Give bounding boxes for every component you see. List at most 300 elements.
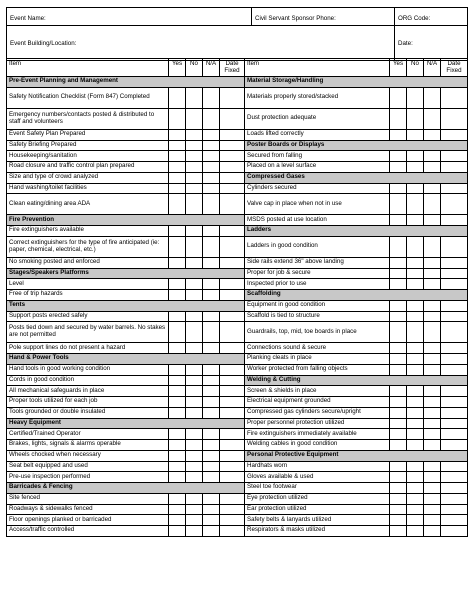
table-row: [7, 311, 468, 322]
right-item-label: Gloves available & used: [245, 472, 390, 483]
left-date-fixed-checkbox[interactable]: [220, 493, 245, 504]
left-yes-checkbox[interactable]: [169, 343, 186, 354]
left-yes-checkbox[interactable]: [169, 194, 186, 215]
left-no-checkbox[interactable]: [186, 461, 203, 472]
left-na-checkbox[interactable]: [203, 129, 220, 140]
right-yes-checkbox[interactable]: [390, 194, 407, 215]
right-item-label: Secured from falling: [245, 151, 390, 162]
left-yes-checkbox[interactable]: [169, 429, 186, 440]
left-yes-checkbox[interactable]: [169, 162, 186, 173]
right-na-checkbox[interactable]: [424, 504, 441, 515]
right-date-fixed-checkbox[interactable]: [441, 472, 468, 483]
left-date-fixed-checkbox[interactable]: [220, 322, 245, 343]
left-na-checkbox[interactable]: [203, 194, 220, 215]
right-no-checkbox[interactable]: [407, 194, 424, 215]
right-yes-checkbox[interactable]: [390, 364, 407, 375]
left-no-checkbox[interactable]: [186, 504, 203, 515]
right-date-fixed-checkbox[interactable]: [441, 418, 468, 429]
left-date-fixed-checkbox[interactable]: [220, 504, 245, 515]
right-no-checkbox[interactable]: [407, 472, 424, 483]
right-na-checkbox[interactable]: [424, 483, 441, 494]
table-row: [7, 194, 468, 215]
left-yes-checkbox[interactable]: [169, 364, 186, 375]
left-na-checkbox[interactable]: [203, 526, 220, 537]
left-no-checkbox[interactable]: [186, 386, 203, 397]
right-date-fixed-checkbox[interactable]: [441, 407, 468, 418]
right-date-fixed-checkbox[interactable]: [441, 515, 468, 526]
left-yes-checkbox[interactable]: [169, 151, 186, 162]
right-date-fixed-checkbox[interactable]: [441, 257, 468, 268]
right-na-checkbox[interactable]: [424, 354, 441, 365]
right-na-checkbox[interactable]: [424, 151, 441, 162]
left-yes-checkbox[interactable]: [169, 140, 186, 151]
right-yes-checkbox[interactable]: [390, 215, 407, 226]
left-na-checkbox[interactable]: [203, 87, 220, 108]
left-date-fixed-checkbox[interactable]: [220, 461, 245, 472]
right-na-checkbox[interactable]: [424, 407, 441, 418]
right-yes-checkbox[interactable]: [390, 429, 407, 440]
right-date-fixed-checkbox[interactable]: [441, 504, 468, 515]
right-yes-checkbox[interactable]: [390, 151, 407, 162]
left-no-checkbox[interactable]: [186, 183, 203, 194]
right-date-fixed-checkbox[interactable]: [441, 493, 468, 504]
left-yes-checkbox[interactable]: [169, 87, 186, 108]
right-yes-checkbox[interactable]: [390, 236, 407, 257]
left-date-fixed-checkbox[interactable]: [220, 364, 245, 375]
right-date-fixed-checkbox[interactable]: [441, 108, 468, 129]
right-date-fixed-checkbox[interactable]: [441, 483, 468, 494]
left-item-label: Access/traffic controlled: [7, 526, 169, 537]
right-yes-checkbox[interactable]: [390, 386, 407, 397]
left-no-checkbox[interactable]: [186, 87, 203, 108]
table-row: [7, 440, 468, 451]
right-yes-checkbox[interactable]: [390, 440, 407, 451]
right-na-checkbox[interactable]: [424, 343, 441, 354]
left-na-checkbox[interactable]: [203, 311, 220, 322]
left-item-label: Cords in good condition: [7, 375, 169, 386]
right-yes-checkbox[interactable]: [390, 354, 407, 365]
left-na-checkbox[interactable]: [203, 397, 220, 408]
right-yes-checkbox[interactable]: [390, 257, 407, 268]
left-date-fixed-checkbox[interactable]: [220, 279, 245, 290]
left-na-checkbox[interactable]: [203, 257, 220, 268]
left-yes-checkbox[interactable]: [169, 322, 186, 343]
right-na-checkbox[interactable]: [424, 87, 441, 108]
left-yes-checkbox[interactable]: [169, 386, 186, 397]
right-date-fixed-checkbox[interactable]: [441, 300, 468, 311]
left-na-checkbox[interactable]: [203, 172, 220, 183]
right-item-label: Side rails extend 36" above landing: [245, 257, 390, 268]
left-na-checkbox[interactable]: [203, 183, 220, 194]
left-no-checkbox[interactable]: [186, 526, 203, 537]
right-yes-checkbox[interactable]: [390, 397, 407, 408]
left-date-fixed-checkbox[interactable]: [220, 226, 245, 237]
right-yes-checkbox[interactable]: [390, 504, 407, 515]
right-na-checkbox[interactable]: [424, 268, 441, 279]
left-na-checkbox[interactable]: [203, 151, 220, 162]
right-yes-checkbox[interactable]: [390, 268, 407, 279]
right-no-checkbox[interactable]: [407, 343, 424, 354]
table-row: [7, 172, 468, 183]
right-date-fixed-checkbox[interactable]: [441, 183, 468, 194]
right-na-checkbox[interactable]: [424, 311, 441, 322]
table-row: [7, 290, 468, 301]
right-yes-checkbox[interactable]: [390, 493, 407, 504]
left-no-checkbox[interactable]: [186, 450, 203, 461]
left-na-checkbox[interactable]: [203, 108, 220, 129]
right-yes-checkbox[interactable]: [390, 515, 407, 526]
right-na-checkbox[interactable]: [424, 461, 441, 472]
left-no-checkbox[interactable]: [186, 375, 203, 386]
left-no-checkbox[interactable]: [186, 279, 203, 290]
left-yes-checkbox[interactable]: [169, 108, 186, 129]
right-date-fixed-checkbox[interactable]: [441, 236, 468, 257]
left-yes-checkbox[interactable]: [169, 311, 186, 322]
right-yes-checkbox[interactable]: [390, 418, 407, 429]
right-no-checkbox[interactable]: [407, 429, 424, 440]
left-no-checkbox[interactable]: [186, 129, 203, 140]
left-date-fixed-checkbox[interactable]: [220, 429, 245, 440]
left-no-checkbox[interactable]: [186, 194, 203, 215]
right-date-fixed-checkbox[interactable]: [441, 354, 468, 365]
left-item-label: Correct extinguishers for the type of fire anticipated (ie: paper, chemical, electrical, etc.): [7, 236, 169, 257]
right-date-fixed-checkbox[interactable]: [441, 311, 468, 322]
left-item-label: Site fenced: [7, 493, 169, 504]
left-date-fixed-checkbox[interactable]: [220, 526, 245, 537]
right-no-checkbox[interactable]: [407, 397, 424, 408]
right-item-label: Fire extinguishers immediately available: [245, 429, 390, 440]
right-na-checkbox[interactable]: [424, 526, 441, 537]
left-na-checkbox[interactable]: [203, 290, 220, 301]
location-label: Event Building/Location:: [10, 40, 77, 47]
left-date-fixed-checkbox[interactable]: [220, 140, 245, 151]
right-date-fixed-checkbox[interactable]: [441, 440, 468, 451]
right-no-checkbox[interactable]: [407, 493, 424, 504]
left-date-fixed-checkbox[interactable]: [220, 515, 245, 526]
left-no-checkbox[interactable]: [186, 440, 203, 451]
right-na-checkbox[interactable]: [424, 429, 441, 440]
right-no-checkbox[interactable]: [407, 407, 424, 418]
right-item-label: Compressed gas cylinders secure/upright: [245, 407, 390, 418]
table-row: [7, 151, 468, 162]
event-name-field[interactable]: [7, 8, 252, 26]
left-na-checkbox[interactable]: [203, 386, 220, 397]
right-yes-checkbox[interactable]: [390, 311, 407, 322]
event-header-table: [6, 7, 468, 61]
left-na-checkbox[interactable]: [203, 461, 220, 472]
right-yes-checkbox[interactable]: [390, 483, 407, 494]
left-na-checkbox[interactable]: [203, 504, 220, 515]
left-yes-checkbox[interactable]: [169, 257, 186, 268]
left-na-checkbox[interactable]: [203, 472, 220, 483]
left-item-label: Roadways & sidewalks fenced: [7, 504, 169, 515]
right-date-fixed-checkbox[interactable]: [441, 215, 468, 226]
left-na-checkbox[interactable]: [203, 226, 220, 237]
left-no-checkbox[interactable]: [186, 108, 203, 129]
left-na-checkbox[interactable]: [203, 429, 220, 440]
right-date-fixed-checkbox[interactable]: [441, 397, 468, 408]
left-date-fixed-checkbox[interactable]: [220, 183, 245, 194]
left-date-fixed-checkbox[interactable]: [220, 375, 245, 386]
left-na-checkbox[interactable]: [203, 236, 220, 257]
right-yes-checkbox[interactable]: [390, 461, 407, 472]
left-date-fixed-checkbox[interactable]: [220, 311, 245, 322]
right-date-fixed-checkbox[interactable]: [441, 322, 468, 343]
right-na-checkbox[interactable]: [424, 472, 441, 483]
right-no-checkbox[interactable]: [407, 483, 424, 494]
right-na-checkbox[interactable]: [424, 257, 441, 268]
org-code-field[interactable]: [395, 8, 468, 26]
right-date-fixed-checkbox[interactable]: [441, 162, 468, 173]
right-no-checkbox[interactable]: [407, 440, 424, 451]
left-item-label: All mechanical safeguards in place: [7, 386, 169, 397]
left-na-checkbox[interactable]: [203, 279, 220, 290]
right-date-fixed-checkbox[interactable]: [441, 429, 468, 440]
table-row: [7, 215, 468, 226]
left-na-checkbox[interactable]: [203, 450, 220, 461]
right-no-checkbox[interactable]: [407, 151, 424, 162]
table-row: [7, 108, 468, 129]
right-na-checkbox[interactable]: [424, 300, 441, 311]
left-no-checkbox[interactable]: [186, 493, 203, 504]
right-no-checkbox[interactable]: [407, 418, 424, 429]
left-yes-checkbox[interactable]: [169, 450, 186, 461]
right-yes-checkbox[interactable]: [390, 183, 407, 194]
left-date-fixed-checkbox[interactable]: [220, 257, 245, 268]
left-yes-checkbox[interactable]: [169, 183, 186, 194]
right-na-checkbox[interactable]: [424, 279, 441, 290]
right-na-checkbox[interactable]: [424, 440, 441, 451]
right-no-checkbox[interactable]: [407, 515, 424, 526]
right-na-checkbox[interactable]: [424, 129, 441, 140]
left-date-fixed-checkbox[interactable]: [220, 386, 245, 397]
right-date-fixed-checkbox[interactable]: [441, 87, 468, 108]
left-no-checkbox[interactable]: [186, 162, 203, 173]
left-date-fixed-checkbox[interactable]: [220, 407, 245, 418]
table-row: [7, 461, 468, 472]
left-item-label: Wheels chocked when necessary: [7, 450, 169, 461]
table-row: [7, 493, 468, 504]
table-row: [7, 300, 468, 311]
left-na-checkbox[interactable]: [203, 375, 220, 386]
table-row: [7, 407, 468, 418]
left-yes-checkbox[interactable]: [169, 407, 186, 418]
right-no-checkbox[interactable]: [407, 87, 424, 108]
left-na-checkbox[interactable]: [203, 364, 220, 375]
table-row: [7, 386, 468, 397]
right-date-fixed-checkbox[interactable]: [441, 151, 468, 162]
left-no-checkbox[interactable]: [186, 472, 203, 483]
right-yes-checkbox[interactable]: [390, 162, 407, 173]
left-yes-checkbox[interactable]: [169, 461, 186, 472]
right-date-fixed-checkbox[interactable]: [441, 279, 468, 290]
right-na-checkbox[interactable]: [424, 108, 441, 129]
right-na-checkbox[interactable]: [424, 386, 441, 397]
right-na-checkbox[interactable]: [424, 364, 441, 375]
right-na-checkbox[interactable]: [424, 418, 441, 429]
right-no-checkbox[interactable]: [407, 461, 424, 472]
left-no-checkbox[interactable]: [186, 397, 203, 408]
right-no-checkbox[interactable]: [407, 183, 424, 194]
left-na-checkbox[interactable]: [203, 440, 220, 451]
right-na-checkbox[interactable]: [424, 236, 441, 257]
checklist-table: [6, 58, 468, 537]
right-no-checkbox[interactable]: [407, 300, 424, 311]
left-item-label: Brakes, lights, signals & alarms operable: [7, 440, 169, 451]
right-yes-checkbox[interactable]: [390, 407, 407, 418]
left-item-label: Clean eating/dining area ADA: [7, 194, 169, 215]
left-date-fixed-checkbox[interactable]: [220, 290, 245, 301]
left-date-fixed-checkbox[interactable]: [220, 194, 245, 215]
right-no-checkbox[interactable]: [407, 108, 424, 129]
left-na-checkbox[interactable]: [203, 322, 220, 343]
right-no-checkbox[interactable]: [407, 236, 424, 257]
right-na-checkbox[interactable]: [424, 183, 441, 194]
left-yes-checkbox[interactable]: [169, 440, 186, 451]
location-field[interactable]: [7, 26, 395, 61]
left-date-fixed-checkbox[interactable]: [220, 151, 245, 162]
left-no-checkbox[interactable]: [186, 290, 203, 301]
right-item-label: Dust protection adequate: [245, 108, 390, 129]
right-date-fixed-checkbox[interactable]: [441, 129, 468, 140]
right-no-checkbox[interactable]: [407, 268, 424, 279]
left-date-fixed-checkbox[interactable]: [220, 108, 245, 129]
left-no-checkbox[interactable]: [186, 236, 203, 257]
right-na-checkbox[interactable]: [424, 322, 441, 343]
left-na-checkbox[interactable]: [203, 162, 220, 173]
right-no-checkbox[interactable]: [407, 364, 424, 375]
left-section-heading: Heavy Equipment: [7, 418, 245, 429]
right-no-checkbox[interactable]: [407, 162, 424, 173]
right-yes-checkbox[interactable]: [390, 343, 407, 354]
left-yes-checkbox[interactable]: [169, 172, 186, 183]
table-row: [7, 236, 468, 257]
left-na-checkbox[interactable]: [203, 343, 220, 354]
left-date-fixed-checkbox[interactable]: [220, 450, 245, 461]
left-date-fixed-checkbox[interactable]: [220, 172, 245, 183]
left-yes-checkbox[interactable]: [169, 397, 186, 408]
left-yes-checkbox[interactable]: [169, 515, 186, 526]
right-item-label: Hardhats worn: [245, 461, 390, 472]
right-item-label: Ladders in good condition: [245, 236, 390, 257]
left-no-checkbox[interactable]: [186, 429, 203, 440]
left-no-checkbox[interactable]: [186, 151, 203, 162]
right-na-checkbox[interactable]: [424, 194, 441, 215]
right-yes-checkbox[interactable]: [390, 472, 407, 483]
left-no-checkbox[interactable]: [186, 226, 203, 237]
right-date-fixed-checkbox[interactable]: [441, 526, 468, 537]
left-yes-checkbox[interactable]: [169, 472, 186, 483]
left-yes-checkbox[interactable]: [169, 504, 186, 515]
left-na-checkbox[interactable]: [203, 407, 220, 418]
right-na-checkbox[interactable]: [424, 162, 441, 173]
right-date-fixed-checkbox[interactable]: [441, 343, 468, 354]
left-no-checkbox[interactable]: [186, 407, 203, 418]
left-no-checkbox[interactable]: [186, 515, 203, 526]
right-no-checkbox[interactable]: [407, 311, 424, 322]
date-field[interactable]: [395, 26, 468, 61]
left-no-checkbox[interactable]: [186, 311, 203, 322]
left-yes-checkbox[interactable]: [169, 129, 186, 140]
left-yes-checkbox[interactable]: [169, 279, 186, 290]
left-no-checkbox[interactable]: [186, 364, 203, 375]
right-yes-checkbox[interactable]: [390, 526, 407, 537]
right-date-fixed-checkbox[interactable]: [441, 268, 468, 279]
right-no-checkbox[interactable]: [407, 215, 424, 226]
right-no-checkbox[interactable]: [407, 354, 424, 365]
right-no-header: No: [407, 59, 424, 77]
left-yes-checkbox[interactable]: [169, 236, 186, 257]
left-item-label: Certified/Trained Operator: [7, 429, 169, 440]
left-na-checkbox[interactable]: [203, 493, 220, 504]
right-section-heading: Welding & Cutting: [245, 375, 468, 386]
right-item-label: Welding cables in good condition: [245, 440, 390, 451]
sponsor-phone-field[interactable]: [252, 8, 395, 26]
left-yes-checkbox[interactable]: [169, 493, 186, 504]
right-no-checkbox[interactable]: [407, 526, 424, 537]
right-no-checkbox[interactable]: [407, 257, 424, 268]
right-date-fixed-checkbox[interactable]: [441, 364, 468, 375]
right-na-checkbox[interactable]: [424, 493, 441, 504]
right-no-checkbox[interactable]: [407, 386, 424, 397]
right-yes-checkbox[interactable]: [390, 129, 407, 140]
left-no-checkbox[interactable]: [186, 257, 203, 268]
left-no-checkbox[interactable]: [186, 172, 203, 183]
left-yes-checkbox[interactable]: [169, 290, 186, 301]
left-date-fixed-checkbox[interactable]: [220, 472, 245, 483]
right-no-checkbox[interactable]: [407, 322, 424, 343]
right-yes-checkbox[interactable]: [390, 300, 407, 311]
left-no-checkbox[interactable]: [186, 322, 203, 343]
left-na-checkbox[interactable]: [203, 140, 220, 151]
right-section-heading: Compressed Gases: [245, 172, 468, 183]
right-yes-checkbox[interactable]: [390, 322, 407, 343]
right-yes-checkbox[interactable]: [390, 279, 407, 290]
right-item-label: Worker protected from falling objects: [245, 364, 390, 375]
right-yes-checkbox[interactable]: [390, 108, 407, 129]
left-date-fixed-checkbox[interactable]: [220, 162, 245, 173]
right-no-checkbox[interactable]: [407, 129, 424, 140]
left-section-heading: Fire Prevention: [7, 215, 245, 226]
left-date-fixed-checkbox[interactable]: [220, 236, 245, 257]
left-item-label: Hand washing/toilet facilities: [7, 183, 169, 194]
right-no-checkbox[interactable]: [407, 504, 424, 515]
left-no-checkbox[interactable]: [186, 343, 203, 354]
left-yes-checkbox[interactable]: [169, 226, 186, 237]
right-item-label: Planking cleats in place: [245, 354, 390, 365]
right-na-checkbox[interactable]: [424, 215, 441, 226]
left-date-fixed-checkbox[interactable]: [220, 343, 245, 354]
right-item-label: Electrical equipment grounded: [245, 397, 390, 408]
right-yes-checkbox[interactable]: [390, 87, 407, 108]
left-na-checkbox[interactable]: [203, 515, 220, 526]
right-na-checkbox[interactable]: [424, 515, 441, 526]
right-na-checkbox[interactable]: [424, 397, 441, 408]
left-date-fixed-checkbox[interactable]: [220, 397, 245, 408]
left-date-fixed-checkbox[interactable]: [220, 440, 245, 451]
right-item-label: MSDS posted at use location: [245, 215, 390, 226]
right-no-checkbox[interactable]: [407, 279, 424, 290]
left-yes-checkbox[interactable]: [169, 526, 186, 537]
right-date-fixed-checkbox[interactable]: [441, 461, 468, 472]
left-yes-checkbox[interactable]: [169, 375, 186, 386]
left-date-fixed-checkbox[interactable]: [220, 87, 245, 108]
table-row: [7, 268, 468, 279]
left-no-checkbox[interactable]: [186, 140, 203, 151]
left-date-fixed-checkbox[interactable]: [220, 129, 245, 140]
right-date-fixed-checkbox[interactable]: [441, 386, 468, 397]
right-date-fixed-checkbox[interactable]: [441, 194, 468, 215]
